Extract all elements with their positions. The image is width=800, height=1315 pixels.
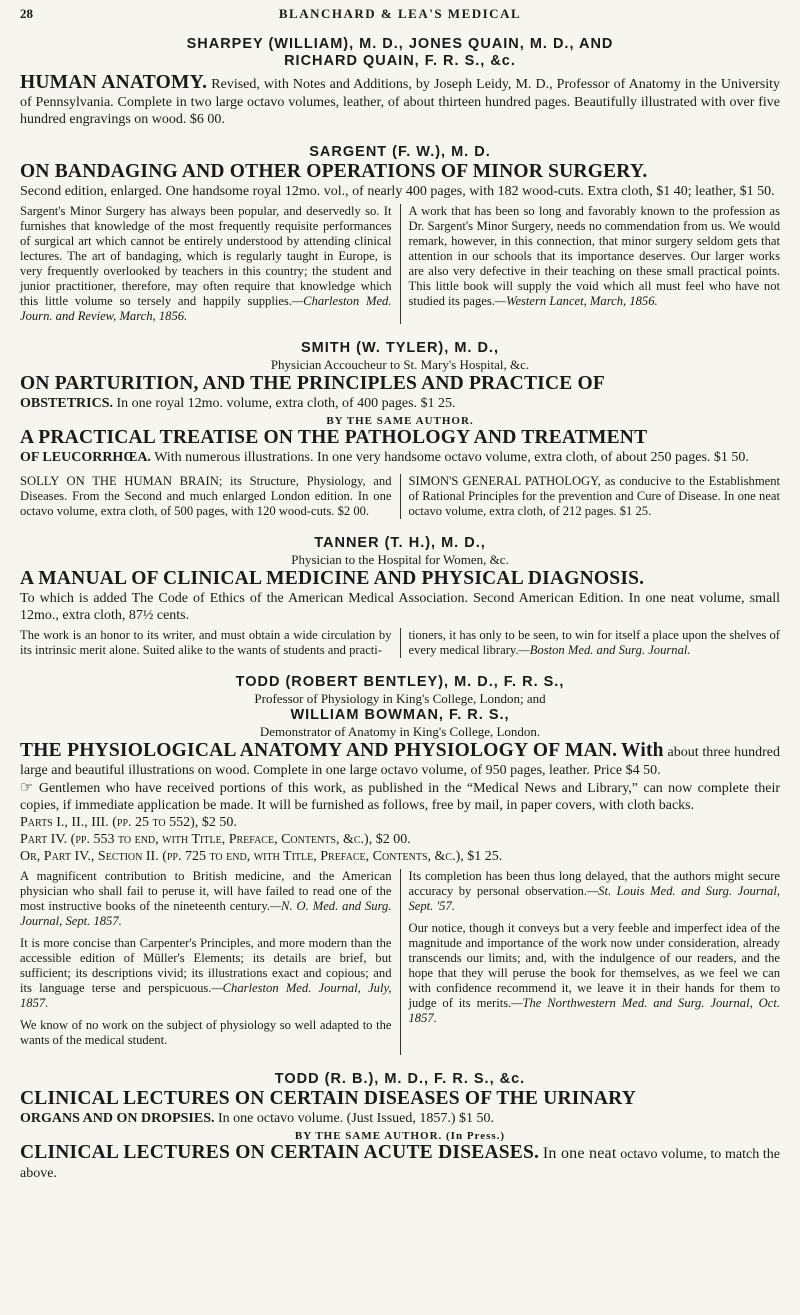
- description-text: In one royal 12mo. volume, extra cloth, of 400 pages. $1 25.: [116, 396, 456, 411]
- review-text: It is more concise than Carpenter's Principles, and more modern than the accessible edition of Müller's Elements; its details are brief, but sufficient; its descriptions vivid; its illustrations exact and copious; and its language terse and perspicuous.: [20, 936, 392, 995]
- review-text: A work that has been so long and favorably known to the profession as Dr. Sargent's Minor Surgery, needs no commendation from us. We would remark, however, in this connection, that minor surgery seldom gets that attention in our schools that its importance deserves. Our larger works are also very defective in their teaching on these small practical points. This little book will supply the void which all must feel who have not studied its pages.: [408, 204, 780, 308]
- parts-item: Parts I., II., III. (pp. 25 to 552), $2 50.: [20, 815, 237, 830]
- review-source: —Boston Med. and Surg. Journal.: [518, 643, 691, 657]
- entry-sharpey-quain: [20, 36, 780, 128]
- title-tail: In one neat: [542, 1145, 617, 1162]
- review-left: The work is an honor to its writer, and must obtain a wide circulation by its intrinsic merit alone. Suited alike to the wants of students and practi-: [20, 628, 401, 658]
- review-columns: [20, 204, 780, 324]
- review-text: tioners, it has only to be seen, to win for itself a place upon the shelves of every medical library.: [408, 628, 780, 657]
- ad-columns: [20, 474, 780, 519]
- author-line: SHARPEY (WILLIAM), M. D., JONES QUAIN, M. D., AND: [186, 36, 614, 52]
- review-text: Sargent's Minor Surgery has always been popular, and deservedly so. It furnishes that knowledge of the most frequently requisite performances of surgical art which cannot be entirely understood by attending clinical lectures. The art of bandaging, which is regularly taught in Europe, is very frequently overlooked by teachers in this country; the student and junior practitioner, therefore, may often require that knowledge which this little volume so tersely and happily supplies.: [20, 204, 392, 308]
- pointing-hand-icon: ☞: [20, 778, 34, 796]
- review-quote: [20, 869, 392, 929]
- book-title: A MANUAL OF CLINICAL MEDICINE AND PHYSICAL DIAGNOSIS.: [20, 568, 645, 589]
- book-title: CLINICAL LECTURES ON CERTAIN DISEASES OF THE URINARY: [20, 1088, 637, 1109]
- notice-text: Gentlemen who have received portions of this work, as published in the “Medical News and Library,” can now complete their copies, if immediate application be made. It will be furnished as follows, free by mail, in paper covers, with cloth backs.: [20, 781, 781, 813]
- notice: [20, 779, 780, 814]
- description-text: about three hundred large and beautiful illustrations on wood. Complete in one large octavo volume, of 950 pages, leather. Price $4 50.: [20, 745, 781, 778]
- ad-right: SIMON'S GENERAL PATHOLOGY, as conducive to the Establishment of Rational Principles for the prevention and Cure of Disease. In one neat octavo volume, extra cloth, of 212 pages. $1 25.: [408, 474, 780, 518]
- entry-description: [20, 740, 780, 779]
- review-left: [20, 204, 401, 324]
- review-text: Its completion has been thus long delayed, that the authors might secure accuracy by personal observation.: [408, 869, 780, 898]
- author-affiliation: Physician to the Hospital for Women, &c.: [291, 552, 509, 567]
- review-columns: [20, 628, 780, 658]
- title-continuation: OBSTETRICS.: [20, 396, 113, 411]
- title-continuation: OF LEUCORRHŒA.: [20, 450, 151, 465]
- description-text: octavo volume, to match the above.: [20, 1147, 780, 1181]
- entry-description: [20, 1142, 780, 1182]
- review-text: Our notice, though it conveys but a very feeble and imperfect idea of the magnitude and importance of the work now under consideration, already transcends our limits; and, with the indulgence of our readers, and the hope that they will peruse the book for themselves, as we feel we can with confidence recommend it, we leave it in their hands for them to judge of its merits.: [408, 921, 780, 1010]
- entry-todd-clinical: [20, 1071, 780, 1182]
- author-line: WILLIAM BOWMAN, F. R. S.,: [290, 707, 510, 723]
- review-right: [401, 204, 781, 324]
- review-source: —St. Louis Med. and Surg. Journal, Sept. '57.: [408, 884, 780, 913]
- entry-description: Second edition, enlarged. One handsome royal 12mo. vol., of nearly 400 pages, with 182 wood-cuts. Extra cloth, $1 40; leather, $1 50.: [20, 184, 775, 199]
- entry-todd-bowman: [20, 674, 780, 1055]
- author-affiliation: Professor of Physiology in King's College, London; and: [254, 691, 546, 706]
- review-text: A magnificent contribution to British medicine, and the American physician who shall fail to peruse it, will have failed to read one of the most instructive books of the nineteenth century.: [20, 869, 392, 913]
- review-quote: [409, 869, 781, 914]
- review-quote: [20, 936, 392, 1011]
- entry-description: To which is added The Code of Ethics of the American Medical Association. Second American Edition. In one neat volume, small 12mo., extra cloth, 87½ cents.: [20, 591, 780, 623]
- catalogue-page: [20, 0, 780, 1182]
- entry-description: [20, 72, 780, 128]
- entry-description: [20, 449, 780, 466]
- page-number: 28: [20, 6, 33, 21]
- running-head: [20, 6, 780, 22]
- review-source: —Charleston Med. Journ. and Review, March, 1856.: [20, 294, 392, 323]
- parts-list: [20, 814, 780, 865]
- book-title: HUMAN ANATOMY.: [20, 72, 208, 93]
- review-quote: [20, 1018, 392, 1048]
- review-columns: [20, 869, 780, 1055]
- author-line: TANNER (T. H.), M. D.,: [314, 535, 486, 551]
- author-line: RICHARD QUAIN, F. R. S., &c.: [284, 53, 516, 69]
- entry-tanner: [20, 535, 780, 658]
- parts-item: Or, Part IV., Section II. (pp. 725 to end, with Title, Preface, Contents, &c.), $1 25.: [20, 849, 503, 864]
- description-text: In one octavo volume. (Just Issued, 1857.) $1 50.: [217, 1111, 495, 1126]
- title-continuation: ORGANS AND ON DROPSIES.: [20, 1111, 215, 1126]
- entry-description: [20, 1110, 780, 1127]
- book-title: ON PARTURITION, AND THE PRINCIPLES AND PRACTICE OF: [20, 373, 605, 394]
- review-source: —Western Lancet, March, 1856.: [494, 294, 658, 308]
- running-title: BLANCHARD & LEA'S MEDICAL: [278, 6, 522, 21]
- byline: BY THE SAME AUTHOR. (In Press.): [294, 1130, 506, 1142]
- review-quote: [409, 921, 781, 1026]
- author-line: SMITH (W. TYLER), M. D.,: [301, 340, 499, 356]
- review-source: —The Northwestern Med. and Surg. Journal, Oct. 1857.: [408, 996, 780, 1025]
- author-affiliation: Demonstrator of Anatomy in King's College, London.: [259, 724, 541, 739]
- entry-sargent: [20, 144, 780, 324]
- book-title: CLINICAL LECTURES ON CERTAIN ACUTE DISEASES.: [20, 1142, 540, 1163]
- description-text: Revised, with Notes and Additions, by Joseph Leidy, M. D., Professor of Anatomy in the University of Pennsylvania. Complete in two large octavo volumes, leather, of about thirteen hundred pages. Beautifully illustrated with over five hundred engravings on wood. $6 00.: [20, 77, 780, 127]
- parts-item: Part IV. (pp. 553 to end, with Title, Preface, Contents, &c.), $2 00.: [20, 832, 411, 847]
- title-with: With: [621, 740, 664, 761]
- book-title: THE PHYSIOLOGICAL ANATOMY AND PHYSIOLOGY OF MAN.: [20, 740, 618, 761]
- description-text: With numerous illustrations. In one very handsome octavo volume, extra cloth, of about 250 pages. $1 50.: [154, 450, 749, 465]
- author-affiliation: Physician Accoucheur to St. Mary's Hospital, &c.: [270, 357, 530, 372]
- ad-left: SOLLY ON THE HUMAN BRAIN; its Structure, Physiology, and Diseases. From the Second and much enlarged London edition. In one octavo volume, extra cloth, of 500 pages, with 120 wood-cuts. $2 00.: [20, 474, 401, 519]
- entry-smith: [20, 340, 780, 519]
- review-left: [20, 869, 401, 1055]
- author-line: TODD (ROBERT BENTLEY), M. D., F. R. S.,: [235, 674, 565, 690]
- book-title: A PRACTICAL TREATISE ON THE PATHOLOGY AND TREATMENT: [20, 427, 648, 448]
- byline: BY THE SAME AUTHOR.: [326, 415, 474, 427]
- entry-description: [20, 395, 780, 412]
- review-right: [401, 869, 781, 1055]
- author-line: TODD (R. B.), M. D., F. R. S., &c.: [274, 1071, 526, 1087]
- book-title: ON BANDAGING AND OTHER OPERATIONS OF MINOR SURGERY.: [20, 161, 648, 182]
- review-right: [401, 628, 781, 658]
- author-line: SARGENT (F. W.), M. D.: [309, 144, 491, 160]
- review-text: We know of no work on the subject of physiology so well adapted to the wants of the medical student.: [20, 1018, 392, 1047]
- review-source: —N. O. Med. and Surg. Journal, Sept. 1857.: [20, 899, 392, 928]
- review-source: —Charleston Med. Journal, July, 1857.: [20, 981, 392, 1010]
